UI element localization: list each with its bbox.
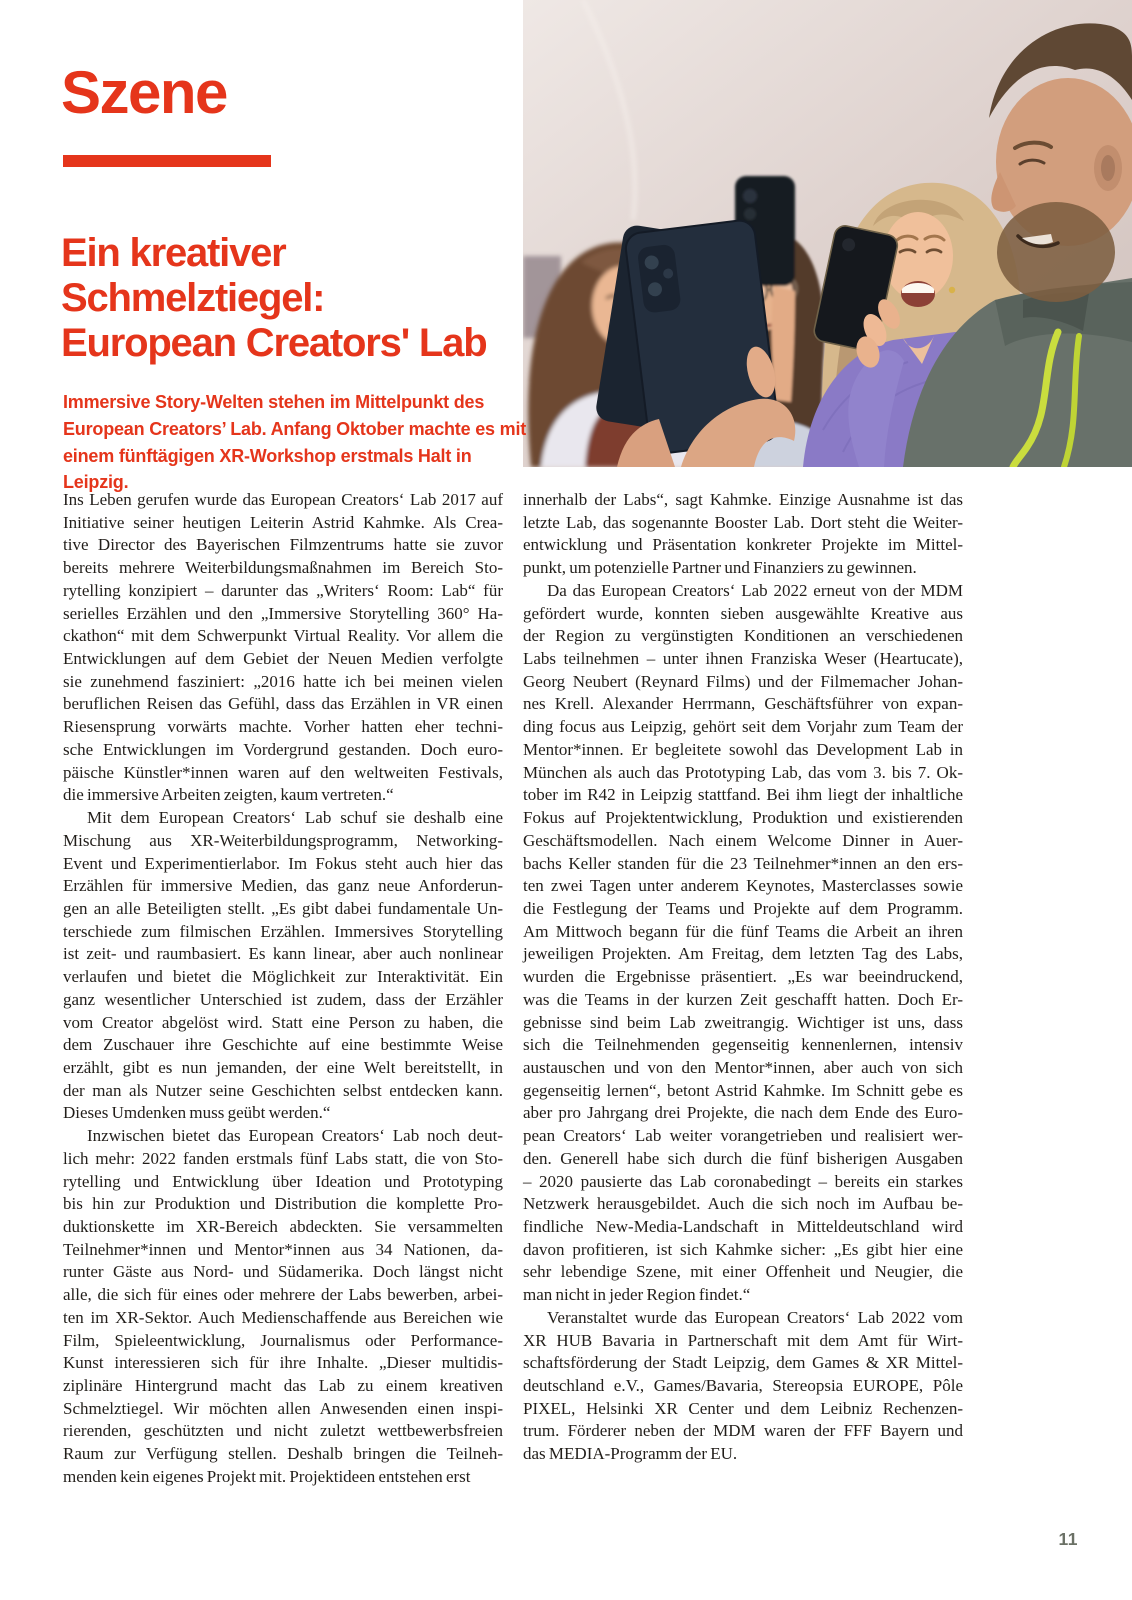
text-line: aber pro Jahrgang drei Projekte, die nach dem Ende des Euro- bbox=[523, 1103, 963, 1123]
text-line: ding focus aus Leipzig, gehört seit dem Vorjahr zum Team der bbox=[523, 717, 963, 737]
text-line: Teilnehmer*innen und Mentor*innen aus 34 Nationen, da- bbox=[63, 1239, 503, 1259]
section-kicker: Szene bbox=[61, 59, 227, 126]
text-line: Am Mittwoch begann für die fünf Teams die Arbeit an ihren bbox=[523, 921, 963, 941]
text-line: lich mehr: 2022 fanden erstmals fünf Labs statt, die von Sto- bbox=[63, 1148, 503, 1168]
text-line: Inzwischen bietet das European Creators‘ Lab noch deut- bbox=[87, 1126, 503, 1146]
text-line: gefördert wurde, konnten sieben ausgewählte Kreative aus bbox=[523, 603, 963, 623]
paragraph bbox=[523, 1307, 963, 1466]
text-line: päische Künstler*innen waren auf den weltweiten Festivals, bbox=[63, 762, 503, 782]
text-line: findliche New-Media-Landschaft in Mitteldeutschland wird bbox=[523, 1217, 963, 1236]
text-line: dem Zuschauer ihre Geschichte auf eine bestimmte Weise bbox=[63, 1035, 503, 1055]
text-line: ganz wesentlicher Unterschied ist zudem, dass der Erzähler bbox=[63, 989, 503, 1009]
text-line: ckathon“ mit dem Schwerpunkt Virtual Reality. Vor allem die bbox=[63, 626, 503, 646]
text-line: Geschäftsmodellen. Nach einem Welcome Dinner in Auer- bbox=[523, 830, 963, 850]
text-line: der man als Nutzer seine Geschichten selbst entdecken kann. bbox=[63, 1080, 503, 1100]
kicker-rule bbox=[63, 155, 271, 167]
text-line: tive Director des Bayerischen Filmzentrums hatte sie zuvor bbox=[63, 535, 503, 555]
text-line: punkt, um potenzielle Partner und Finanziers zu gewinnen. bbox=[523, 558, 917, 578]
text-line: Mentor*innen. Er begleitete sowohl das Development Lab in bbox=[523, 739, 963, 759]
text-line: pean Creators‘ Lab weiter vorangetrieben und realisiert wer- bbox=[523, 1126, 963, 1146]
text-line: Event und Experimentierlabor. Im Fokus steht auch hier das bbox=[63, 853, 503, 873]
text-line: Mit dem European Creators‘ Lab schuf sie deshalb eine bbox=[87, 808, 503, 828]
text-line: ist zeit- und raumbasiert. Es kann linear, aber auch nonlinear bbox=[63, 944, 503, 964]
article-title: Ein kreativer Schmelztiegel: European Creators' Lab bbox=[61, 231, 487, 365]
page-number: 11 bbox=[1058, 1529, 1078, 1549]
text-line: ziplinäre Hintergrund macht das Lab zu einem kreativen bbox=[63, 1376, 503, 1396]
text-line: sehr lebendige Szene, mit einer Offenheit und Neugier, die bbox=[523, 1262, 963, 1282]
text-line: terschiede zum filmischen Erzählen. Immersives Storytelling bbox=[63, 921, 503, 941]
text-line: serielles Erzählen und den „Immersive Storytelling 360° Ha- bbox=[63, 603, 503, 623]
text-line: Da das European Creators‘ Lab 2022 erneut von der MDM bbox=[547, 580, 963, 600]
text-line: bis hin zur Produktion und Distribution die komplette Pro- bbox=[63, 1194, 503, 1214]
text-line: Ins Leben gerufen wurde das European Creators‘ Lab 2017 auf bbox=[63, 490, 503, 509]
text-line: ten im XR-Sektor. Auch Medienschaffende aus Bereichen wie bbox=[63, 1307, 503, 1327]
text-line: Raum zur Verfügung stellen. Deshalb bringen die Teilneh- bbox=[63, 1444, 503, 1464]
text-line: sie zunehmend fasziniert: „2016 hatte ich bei meinen vielen bbox=[63, 671, 503, 691]
body-column-left bbox=[63, 489, 503, 1489]
article-photo bbox=[523, 0, 1132, 467]
paragraph bbox=[63, 489, 503, 807]
text-line: jeweiligen Projekten. Am Freitag, dem letzten Tag des Labs, bbox=[523, 944, 963, 964]
text-line: bereits mehrere Weiterbildungsmaßnahmen im Bereich Sto- bbox=[63, 558, 503, 578]
text-line: Schmelztiegel. Wir möchten allen Anwesenden einen inspi- bbox=[63, 1398, 503, 1418]
text-line: Netzwerk herausgebildet. Auch die sich noch im Aufbau be- bbox=[523, 1194, 963, 1214]
text-line: austauschen und von den Mentor*innen, aber auch von sich bbox=[523, 1057, 963, 1077]
text-line: XR HUB Bavaria in Partnerschaft mit dem Amt für Wirt- bbox=[523, 1330, 963, 1350]
text-line: rierenden, geschützten und nicht zuletzt wettbewerbsfreien bbox=[63, 1421, 503, 1441]
text-line: duktionskette im XR-Bereich abdeckten. Sie versammelten bbox=[63, 1217, 503, 1236]
text-line: gegenseitig lernen“, betont Astrid Kahmke. Im Schnitt gebe es bbox=[523, 1080, 963, 1100]
text-line: letzte Lab, das sogenannte Booster Lab. Dort steht die Weiter- bbox=[523, 512, 963, 532]
text-line: sich die Teilnehmenden gegenseitig kennenlernen, intensiv bbox=[523, 1035, 963, 1055]
text-line: Erzählen für immersive Medien, das ganz neue Anforderun- bbox=[63, 876, 503, 896]
photo-earring-icon bbox=[949, 287, 955, 293]
text-line: Film, Spieleentwicklung, Journalismus oder Performance- bbox=[63, 1330, 503, 1350]
text-line: sche Entwicklungen im Vordergrund gestanden. Doch euro- bbox=[63, 739, 503, 759]
text-line: trum. Förderer neben der MDM waren der FFF Bayern und bbox=[523, 1421, 963, 1441]
text-line: Mischung aus XR-Weiterbildungsprogramm, Networking- bbox=[63, 830, 503, 850]
text-line: man nicht in jeder Region findet.“ bbox=[523, 1285, 751, 1305]
photo-beard bbox=[997, 202, 1115, 302]
text-line: München als auch das Prototyping Lab, das vom 3. bis 7. Ok- bbox=[523, 762, 963, 782]
text-line: alle, die sich für eines oder mehrere der Labs bewerben, arbei- bbox=[63, 1285, 503, 1305]
text-line: was die Teams in der kurzen Zeit geschafft hatten. Doch Er- bbox=[523, 989, 963, 1009]
paragraph bbox=[523, 580, 963, 1307]
text-line: ten zwei Tagen unter anderem Keynotes, Masterclasses sowie bbox=[523, 876, 963, 896]
body-column-right bbox=[523, 489, 963, 1466]
text-line: die Festlegung der Teams und Projekte auf dem Programm. bbox=[523, 898, 963, 918]
article-standfirst: Immersive Story-Welten stehen im Mittelpunkt des European Creators’ Lab. Anfang Oktober machte es mit einem fünftägigen XR-Workshop erstmals Halt in Leipzig. bbox=[63, 392, 527, 493]
text-line: PIXEL, Helsinki XR Center und dem Leibniz Rechenzen- bbox=[523, 1398, 963, 1418]
text-line: Veranstaltet wurde das European Creators‘ Lab 2022 vom bbox=[547, 1307, 963, 1327]
paragraph bbox=[63, 807, 503, 1125]
text-line: rytelling konzipiert – darunter das „Writers‘ Room: Lab“ für bbox=[63, 580, 503, 600]
text-line: – 2020 pausierte das Lab coronabedingt – bereits ein starkes bbox=[523, 1171, 963, 1191]
text-line: Labs teilnehmen – unter ihnen Franziska Weser (Heartucate), bbox=[523, 649, 963, 669]
text-line: Kunst interessieren sich für ihre Inhalte. „Dieser multidis- bbox=[63, 1353, 503, 1373]
text-line: runter Gäste aus Nord- und Südamerika. Doch längst nicht bbox=[63, 1262, 503, 1282]
text-line: der Region zu vergünstigten Konditionen an verschiedenen bbox=[523, 626, 963, 646]
text-line: wurden die Ergebnisse präsentiert. „Es war beeindruckend, bbox=[523, 967, 963, 987]
text-line: schaftsförderung der Stadt Leipzig, dem Games & XR Mittel- bbox=[523, 1353, 963, 1373]
text-line: Riesensprung vorwärts machte. Vorher hatten eher techni- bbox=[63, 717, 503, 737]
text-line: bachs Keller standen für die 23 Teilnehmer*innen an den ers- bbox=[523, 853, 963, 873]
paragraph bbox=[523, 489, 963, 580]
text-line: tober im R42 in Leipzig stattfand. Bei ihm liegt der inhaltliche bbox=[523, 785, 963, 805]
photo-illustration bbox=[523, 0, 1132, 467]
text-line: das MEDIA-Programm der EU. bbox=[523, 1444, 738, 1464]
text-line: Dieses Umdenken muss geübt werden.“ bbox=[63, 1103, 331, 1123]
text-line: erzählt, gibt es nun jemanden, der eine Welt bereitstellt, in bbox=[63, 1057, 503, 1077]
text-line: rytelling und Entwicklung über Ideation und Prototyping bbox=[63, 1171, 503, 1191]
text-line: nes Krell. Alexander Herrmann, Geschäftsführer von expan- bbox=[523, 694, 963, 714]
text-line: die immersive Arbeiten zeigten, kaum vertreten.“ bbox=[63, 785, 394, 805]
text-line: innerhalb der Labs“, sagt Kahmke. Einzige Ausnahme ist das bbox=[523, 490, 963, 509]
text-line: menden kein eigenes Projekt mit. Projektideen entstehen erst bbox=[63, 1466, 471, 1486]
text-line: verlaufen und bietet die Möglichkeit zur Interaktivität. Ein bbox=[63, 967, 503, 987]
text-line: vom Creator abgelöst wird. Statt eine Person zu haben, die bbox=[63, 1012, 503, 1032]
text-line: Entwicklungen auf dem Gebiet der Neuen Medien verfolgte bbox=[63, 649, 503, 669]
text-line: Fokus auf Projektentwicklung, Produktion und existierenden bbox=[523, 808, 963, 828]
text-line: gebnisse sind beim Lab zweitrangig. Wichtiger ist uns, dass bbox=[523, 1012, 963, 1032]
text-line: davon profitieren, ist sich Kahmke sicher: „Es gibt hier eine bbox=[523, 1239, 963, 1259]
text-line: Initiative seiner heutigen Leiterin Astrid Kahmke. Als Crea- bbox=[63, 512, 503, 532]
text-line: Georg Neubert (Reynard Films) und der Filmemacher Johan- bbox=[523, 671, 963, 691]
text-line: entwicklung und Präsentation konkreter Projekte im Mittel- bbox=[523, 535, 963, 555]
text-line: den. Generell habe sich durch die fünf bisherigen Ausgaben bbox=[523, 1148, 963, 1168]
text-line: deutschland e.V., Games/Bavaria, Stereopsia EUROPE, Pôle bbox=[523, 1376, 963, 1396]
text-line: gen an alle Beteiligten stellt. „Es gibt dabei fundamentale Un- bbox=[63, 898, 503, 918]
paragraph bbox=[63, 1125, 503, 1489]
text-line: beruflichen Reisen das Gefühl, dass das Erzählen in VR einen bbox=[63, 694, 503, 714]
